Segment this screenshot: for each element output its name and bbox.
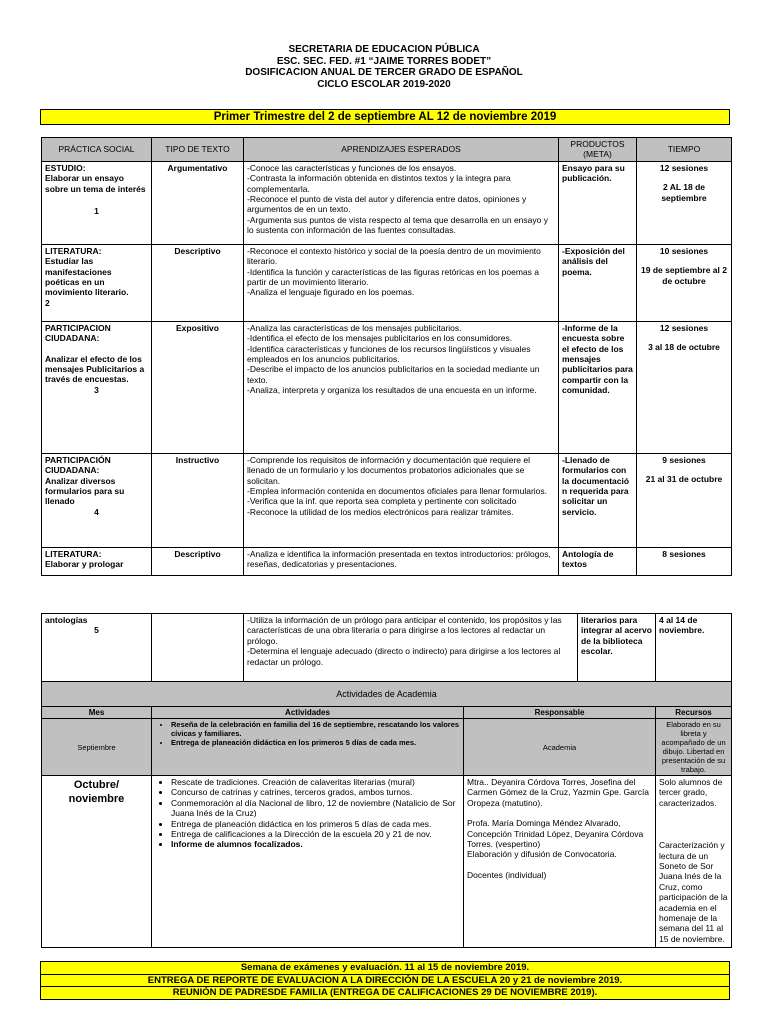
academia-col-responsable: Responsable (464, 707, 656, 719)
productos-cell: -Exposición del análisis del poema. (559, 244, 637, 321)
aprendizajes-cell: -Analiza e identifica la información presentada en textos introductorios: prólogos, reseñas, dedicatorias y presentaciones. (244, 547, 559, 575)
responsable-cell: Mtra.. Deyanira Córdova Torres, Josefina del Carmen Gómez de la Cruz, Yazmin Gpe. García Oropeza (matutino). Profa. María Dominga Méndez Alvarado, Concepción Trinidad López, Deyanira Córdova Torres. (vespertino) Elaboración y difusión de Convocatoria. Docentes (individual) (464, 776, 656, 948)
footer-line-1: Semana de exámenes y evaluación. 11 al 15 de noviembre 2019. (41, 962, 729, 975)
table-row (42, 614, 732, 682)
tipo-cell: Descriptivo (152, 547, 244, 575)
tiempo-cell: 12 sesiones 3 al 18 de octubre (637, 321, 732, 453)
table-row (42, 547, 732, 575)
tiempo-cell: 10 sesiones 19 de septiembre al 2 de octubre (637, 244, 732, 321)
header-line-4: CICLO ESCOLAR 2019-2020 (317, 78, 451, 90)
tiempo-cell: 8 sesiones (637, 547, 732, 575)
evaluation-footer (40, 961, 730, 1000)
col-header-tipo: TIPO DE TEXTO (152, 138, 244, 162)
tipo-cell: Expositivo (152, 321, 244, 453)
productos-cell: -Llenado de formularios con la documentació n requerida para solicitar un servicio. (559, 453, 637, 547)
productos-cell: Antología de textos (559, 547, 637, 575)
academia-title-row (42, 682, 732, 707)
table-row (42, 161, 732, 244)
mes-cell: Septiembre (42, 719, 152, 776)
aprendizajes-cell: -Reconoce el contexto histórico y social de la poesía dentro de un movimiento literario. -Identifica la función y características de las figuras retóricas en los poemas a partir de un movimiento literario. -Analiza el lenguaje figurado en los poemas. (244, 244, 559, 321)
tipo-cell (152, 614, 244, 682)
dosificacion-table (41, 137, 732, 576)
header-line-3: DOSIFICACION ANUAL DE TERCER GRADO DE ESPAÑOL (245, 67, 523, 78)
table-row (42, 453, 732, 547)
footer-line-2: ENTREGA DE REPORTE DE EVALUACION A LA DIRECCIÓN DE LA ESCUELA 20 y 21 de noviembre 2019. (41, 975, 729, 988)
tiempo-cell: 4 al 14 de noviembre. (656, 614, 732, 682)
actividades-cell: • Reseña de la celebración en familia del 16 de septiembre, rescatando los valores cívicas y familiares. • Entrega de planeación didáctica en los primeros 5 días de cada mes. (152, 719, 464, 776)
practica-cell: ESTUDIO: Elaborar un ensayo sobre un tema de interés 1 (42, 161, 152, 244)
productos-cell: -Informe de la encuesta sobre el efecto de los mensajes publicitarios para compartir con la comunidad. (559, 321, 637, 453)
document-header (0, 44, 768, 90)
header-line-1: SECRETARIA DE EDUCACION PÚBLICA (288, 44, 480, 55)
tipo-cell: Instructivo (152, 453, 244, 547)
recursos-cell: Solo alumnos de tercer grado, caracterizados. Caracterización y lectura de un Soneto de Sor Juana Inés de la Cruz, como participación de la academia en el homenaje de la semana del 11 al 15 de noviembre. (656, 776, 732, 948)
tiempo-cell: 9 sesiones 21 al 31 de octubre (637, 453, 732, 547)
actividades-cell: • Rescate de tradiciones. Creación de calaveritas literarias (mural) • Concurso de catrinas y catrines, terceros grados, ambos turnos. • Conmemoración al día Nacional de libro, 12 de noviembre (Natalicio de Sor Juana Inés de la Cruz) • Entrega de planeación didáctica en los primeros 5 días de cada mes. • Entrega de calificaciones a la Dirección de la escuela 20 y 21 de nov. • Informe de alumnos focalizados. (152, 776, 464, 948)
aprendizajes-cell: -Comprende los requisitos de información y documentación que requiere el llenado de un formulario y los documentos probatorios adicionales que se solicitan. -Emplea información contenida en documentos oficiales para llenar formularios. -Verifica que la inf. que reporta sea completa y pertinente con solicitado -Reconoce la utilidad de los medios electrónicos para realizar trámites. (244, 453, 559, 547)
academia-col-mes: Mes (42, 707, 152, 719)
academia-row-septiembre (42, 719, 732, 776)
table-header-row (42, 138, 732, 162)
productos-cell: literarios para integrar al acervo de la biblioteca escolar. (578, 614, 656, 682)
tiempo-cell: 12 sesiones 2 AL 18 de septiembre (637, 161, 732, 244)
academia-header-row (42, 707, 732, 719)
table-row (42, 321, 732, 453)
col-header-aprendizajes: APRENDIZAJES ESPERADOS (244, 138, 559, 162)
practica-cell: PARTICIPACION CIUDADANA: Analizar el efecto de los mensajes Publicitarios a través de encuestas. 3 (42, 321, 152, 453)
header-line-2: ESC. SEC. FED. #1 “JAIME TORRES BODET” (276, 55, 492, 67)
aprendizajes-cell: -Conoce las características y funciones de los ensayos. -Contrasta la información obtenida en distintos textos y la integra para complementarla. -Reconoce el punto de vista del autor y diferencia entre datos, opiniones y argumentos de en un texto. -Argumenta sus puntos de vista respecto al tema que desarrolla en un ensayo y lo sustenta con información de las fuentes consultadas. (244, 161, 559, 244)
practica-cell: antologías 5 (42, 614, 152, 682)
col-header-productos: PRODUCTOS (META) (559, 138, 637, 162)
aprendizajes-cell: -Analiza las características de los mensajes publicitarios. -Identifica el efecto de los mensajes publicitarios en los consumidores. -Identifica características y funciones de los recursos lingüísticos y visuales empleados en los anuncios publicitarios. -Describe el impacto de los anuncios publicitarios en la sociedad mediante un texto. -Analiza, interpreta y organiza los resultados de una encuesta en un informe. (244, 321, 559, 453)
practica-cell: LITERATURA: Estudiar las manifestaciones poéticas en un movimiento literario. 2 (42, 244, 152, 321)
table-row (42, 244, 732, 321)
footer-line-3: REUNIÓN DE PADRESDE FAMILIA (ENTREGA DE CALIFICACIONES 29 DE NOVIEMBRE 2019). (172, 987, 598, 998)
col-header-practica: PRÁCTICA SOCIAL (42, 138, 152, 162)
academia-title: Actividades de Academia (42, 682, 732, 707)
aprendizajes-cell: -Utiliza la información de un prólogo para anticipar el contenido, los propósitos y las características de una obra literaria o para dirigirse a los lectores al redactar un prólogo. -Determina el lenguaje adecuado (directo o indirecto) para dirigirse a los lectores al redactar un prólogo. (244, 614, 578, 682)
tipo-cell: Descriptivo (152, 244, 244, 321)
academia-col-actividades: Actividades (152, 707, 464, 719)
recursos-cell: Elaborado en su libreta y acompañado de un dibujo. Libertad en presentación de su trabajo. (656, 719, 732, 776)
tipo-cell: Argumentativo (152, 161, 244, 244)
practica-cell: PARTICIPACIÓN CIUDADANA: Analizar diversos formularios para su llenado 4 (42, 453, 152, 547)
academia-row-octubre (42, 776, 732, 948)
col-header-tiempo: TIEMPO (637, 138, 732, 162)
continuation-table (41, 613, 732, 948)
trimester-banner: Primer Trimestre del 2 de septiembre AL 12 de noviembre 2019 (40, 109, 730, 125)
practica-cell: LITERATURA: Elaborar y prologar (42, 547, 152, 575)
responsable-cell: Academia (464, 719, 656, 776)
productos-cell: Ensayo para su publicación. (559, 161, 637, 244)
mes-cell: Octubre/ noviembre (42, 776, 152, 948)
academia-col-recursos: Recursos (656, 707, 732, 719)
